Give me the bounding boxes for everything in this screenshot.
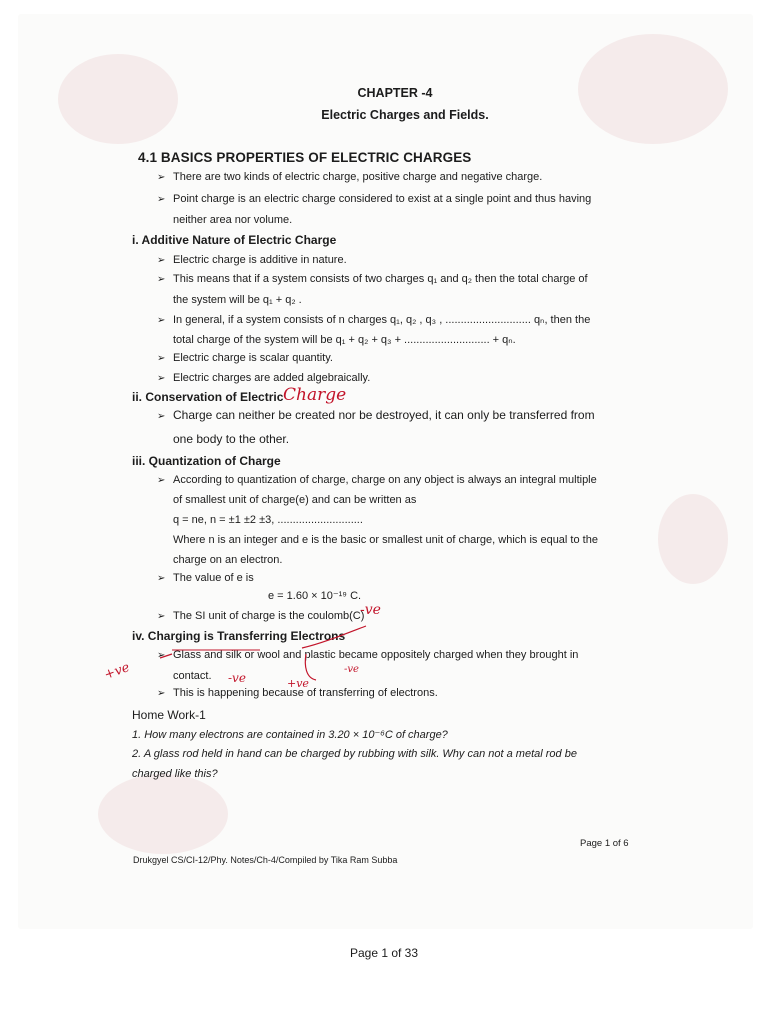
viewer-page-indicator: Page 1 of 33: [349, 946, 419, 960]
homework-question: 2. A glass rod held in hand can be charged by rubbing with silk. Why can not a metal rod be: [132, 748, 577, 760]
paragraph-line: charge on an electron.: [173, 554, 283, 566]
arrow-bullet-icon: ➢: [157, 611, 166, 622]
paper-stain: [578, 34, 728, 144]
bullet-continuation: one body to the other.: [173, 432, 290, 446]
paper-stain: [98, 774, 228, 854]
arrow-bullet-icon: ➢: [157, 194, 166, 205]
arrow-bullet-icon: ➢: [157, 353, 166, 364]
bullet-continuation: contact.: [173, 670, 212, 682]
subheading-charging: iv. Charging is Transferring Electrons: [132, 629, 346, 643]
bullet-continuation: total charge of the system will be q₁ + q₂ + q₃ + ............................ + qₙ.: [173, 334, 516, 346]
handwritten-annotation: -ve: [344, 664, 359, 675]
bullet-item: ➢ Electric charge is additive in nature.: [157, 254, 347, 266]
bullet-item: ➢ Point charge is an electric charge considered to exist at a single point and thus having: [157, 193, 592, 205]
subheading-quantization: iii. Quantization of Charge: [132, 454, 281, 468]
chapter-label: CHAPTER -4: [357, 86, 433, 100]
bullet-continuation: the system will be q₁ + q₂ .: [173, 294, 302, 306]
bullet-item: ➢ Charge can neither be created nor be destroyed, it can only be transferred from: [157, 408, 595, 422]
bullet-item: ➢ There are two kinds of electric charge, positive charge and negative charge.: [157, 171, 543, 183]
bullet-item: ➢ Electric charges are added algebraically.: [157, 372, 371, 384]
handwritten-bracket-marks: [120, 644, 380, 690]
paragraph-line: Where n is an integer and e is the basic or smallest unit of charge, which is equal to the: [173, 534, 598, 546]
bullet-item: ➢ The SI unit of charge is the coulomb(C): [157, 610, 365, 622]
arrow-bullet-icon: ➢: [157, 172, 166, 183]
inner-page-number: Page 1 of 6: [580, 838, 629, 849]
arrow-bullet-icon: ➢: [157, 373, 166, 384]
arrow-bullet-icon: ➢: [157, 274, 166, 285]
bullet-item: ➢ Glass and silk or wool and plastic became oppositely charged when they brought in: [157, 649, 579, 661]
handwritten-annotation: -ve: [228, 671, 246, 685]
bullet-item: ➢ This is happening because of transferring of electrons.: [157, 687, 438, 699]
arrow-bullet-icon: ➢: [157, 573, 166, 584]
bullet-item: ➢ In general, if a system consists of n charges q₁, q₂ , q₃ , ............................ qₙ, then the: [157, 314, 591, 326]
section-heading-4-1: 4.1 BASICS PROPERTIES OF ELECTRIC CHARGES: [138, 150, 472, 165]
handwritten-annotation: +ve: [287, 677, 309, 690]
bullet-continuation: of smallest unit of charge(e) and can be written as: [173, 494, 417, 506]
subheading-additive: i. Additive Nature of Electric Charge: [132, 233, 337, 247]
equation: q = ne, n = ±1 ±2 ±3, ............................: [173, 514, 363, 526]
homework-question-continuation: charged like this?: [132, 768, 218, 780]
handwritten-annotation: Charge: [283, 385, 347, 405]
bullet-item: ➢ Electric charge is scalar quantity.: [157, 352, 333, 364]
footer-credit: Drukgyel CS/CI-12/Phy. Notes/Ch-4/Compiled by Tika Ram Subba: [133, 855, 398, 865]
handwritten-annotation: +ve: [102, 660, 132, 683]
arrow-bullet-icon: ➢: [157, 255, 166, 266]
paper-stain: [658, 494, 728, 584]
arrow-bullet-icon: ➢: [157, 650, 166, 661]
handwritten-annotation: -ve: [360, 602, 381, 618]
chapter-title: Electric Charges and Fields.: [321, 108, 489, 122]
paper-stain: [58, 54, 178, 144]
equation-electron-charge: e = 1.60 × 10⁻¹⁹ C.: [268, 590, 362, 602]
subheading-conservation: ii. Conservation of Electric: [132, 390, 284, 404]
bullet-item: ➢ The value of e is: [157, 572, 254, 584]
arrow-bullet-icon: ➢: [157, 411, 166, 422]
homework-heading: Home Work-1: [132, 708, 206, 722]
arrow-bullet-icon: ➢: [157, 475, 166, 486]
bullet-continuation: neither area nor volume.: [173, 214, 293, 226]
bullet-item: ➢ According to quantization of charge, charge on any object is always an integral multiple: [157, 474, 597, 486]
homework-question: 1. How many electrons are contained in 3.20 × 10⁻⁶C of charge?: [132, 729, 448, 741]
bullet-item: ➢ This means that if a system consists of two charges q₁ and q₂ then the total charge of: [157, 273, 588, 285]
arrow-bullet-icon: ➢: [157, 688, 166, 699]
arrow-bullet-icon: ➢: [157, 315, 166, 326]
